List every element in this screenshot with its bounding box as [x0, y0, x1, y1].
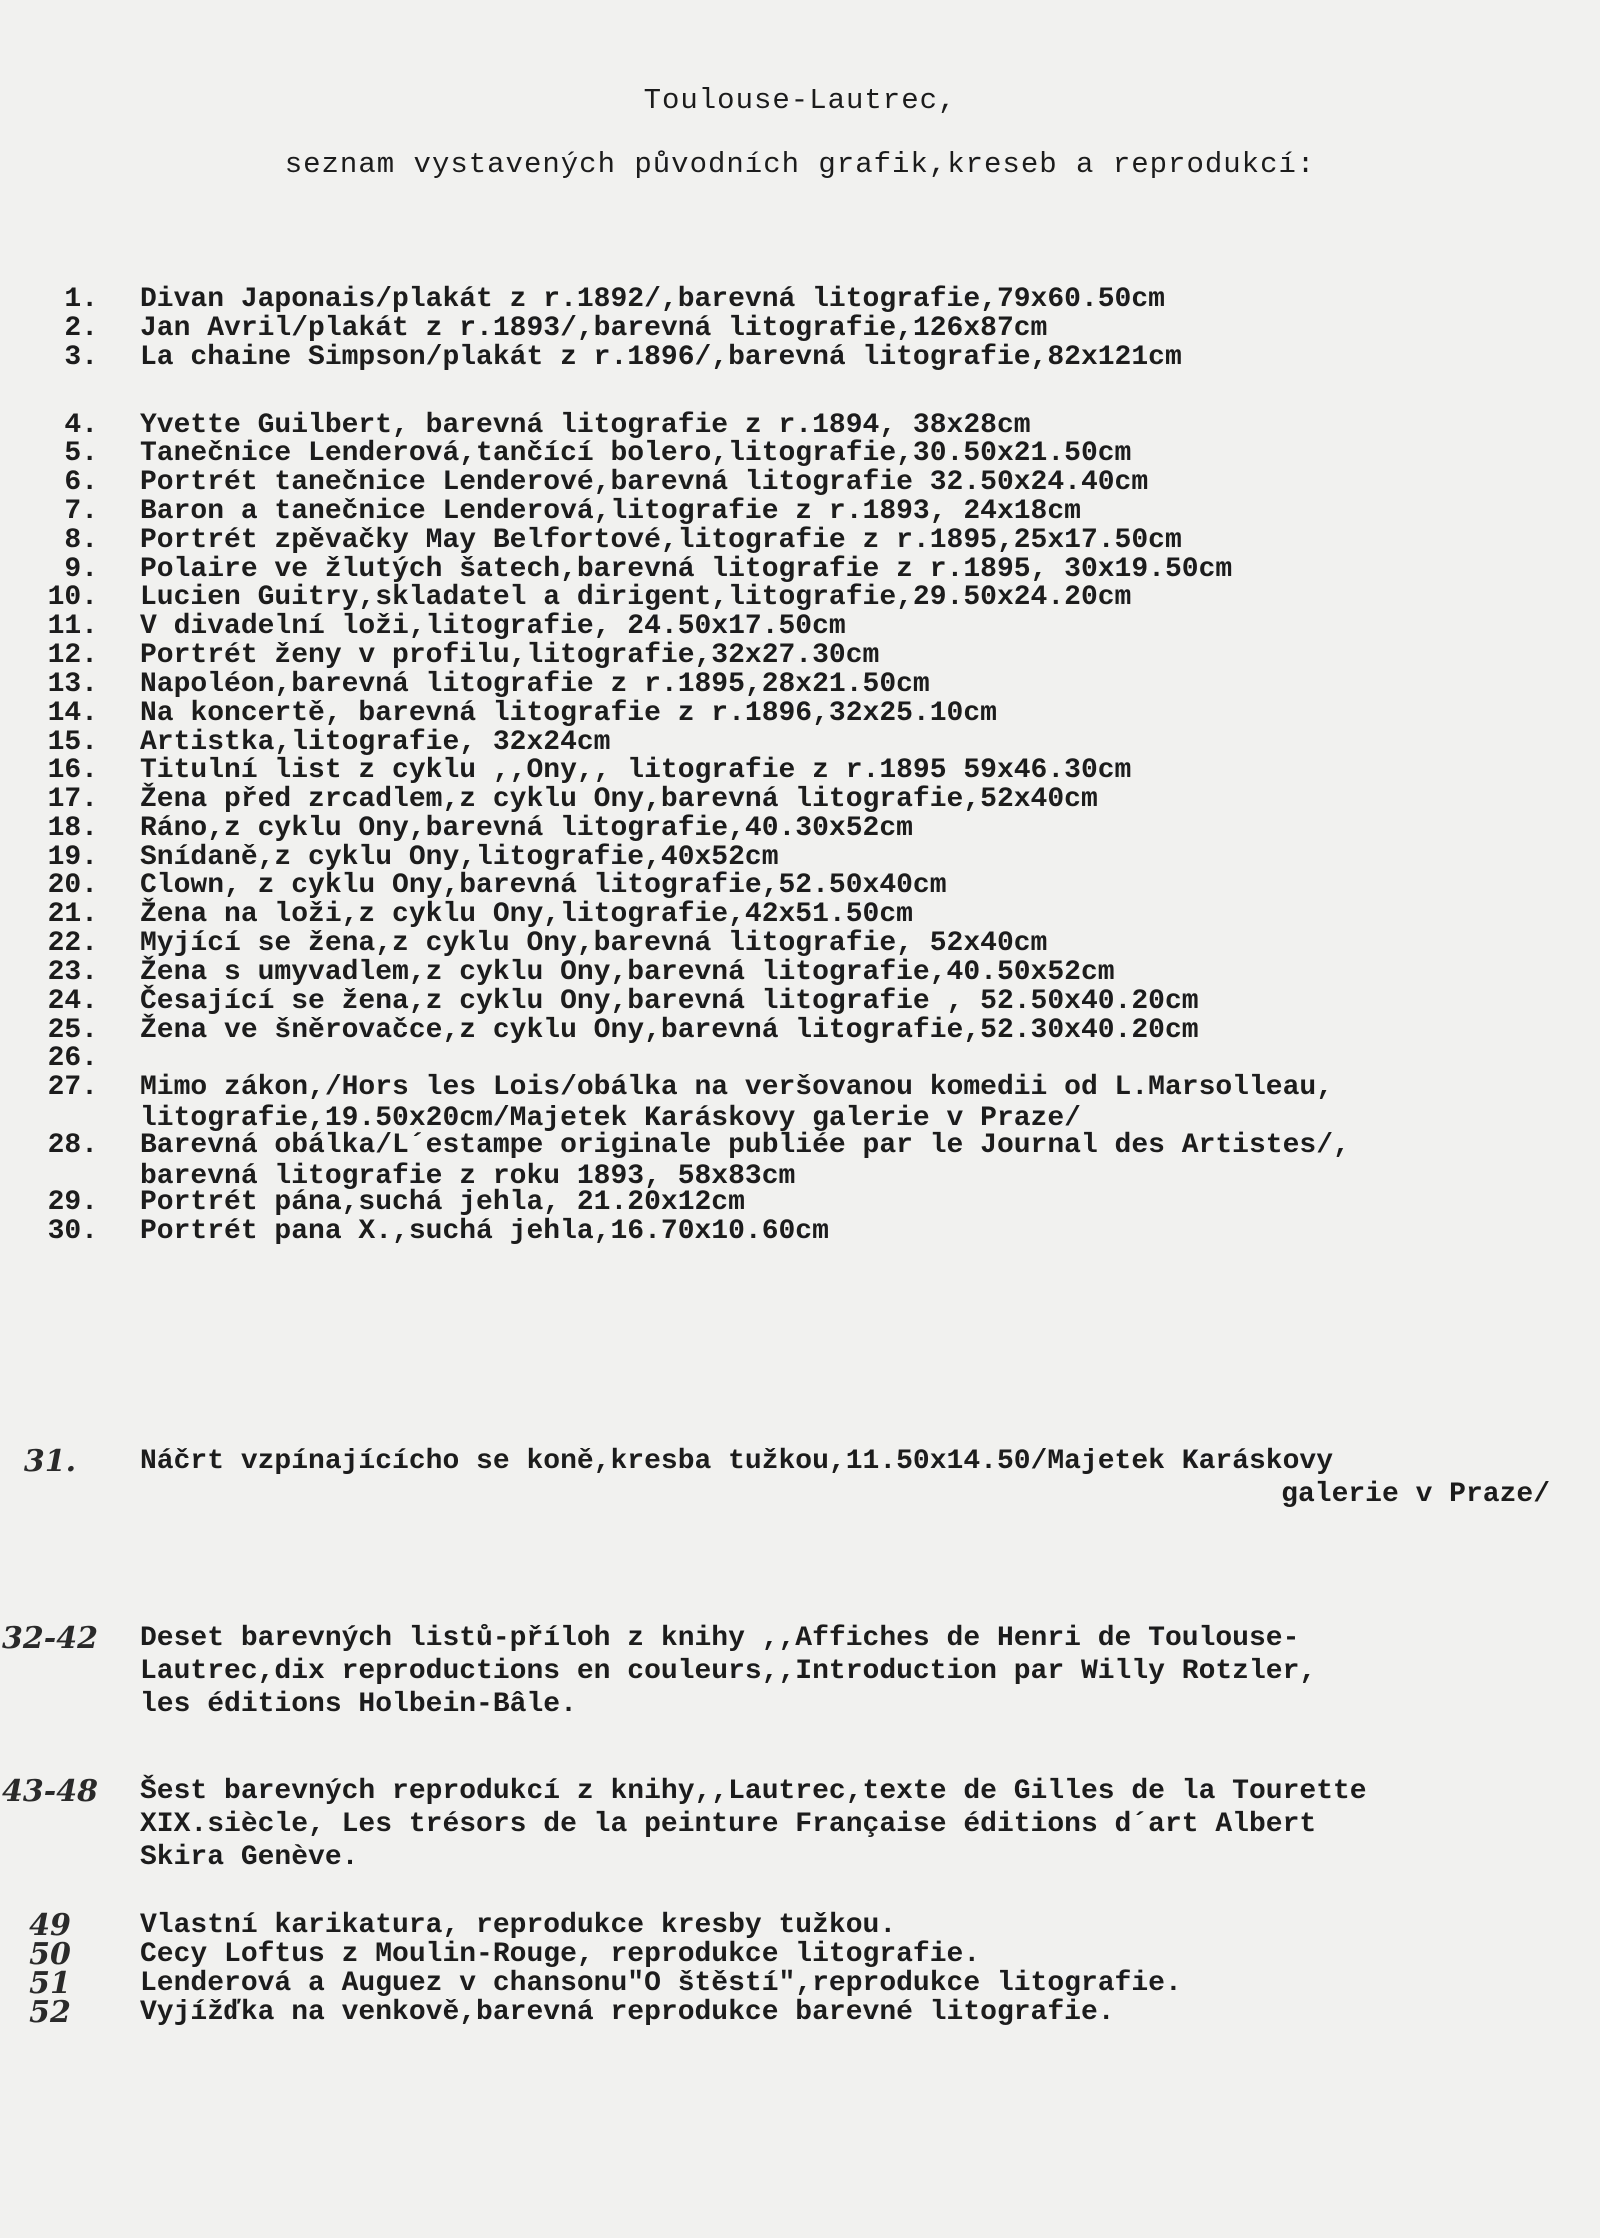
item-text	[140, 342, 1182, 373]
item-text	[140, 1072, 1333, 1134]
item-number: 24.	[47, 986, 98, 1017]
item-text	[140, 1187, 745, 1218]
item-number: 30.	[47, 1216, 98, 1247]
item-text-line: Ráno,z cyklu Ony,barevná litografie,40.30x52cm	[140, 813, 913, 844]
item-text	[140, 1015, 1199, 1046]
item-text	[140, 611, 846, 642]
item-text	[140, 928, 1047, 959]
item-number: 15.	[47, 727, 98, 758]
item-text	[140, 496, 1081, 527]
item-number: 7.	[64, 496, 98, 527]
item-number: 12.	[47, 640, 98, 671]
item-text	[140, 1910, 896, 1941]
item-text	[140, 410, 1031, 441]
item-text	[140, 784, 1098, 815]
item-number: 32-42	[2, 1621, 98, 1656]
item-text	[140, 1622, 1316, 1721]
item-text	[140, 870, 947, 901]
item-number: 13.	[47, 669, 98, 700]
item-text-line: galerie v Praze/	[1281, 1479, 1550, 1510]
item-text-line: Žena na loži,z cyklu Ony,litografie,42x51.50cm	[140, 899, 913, 930]
item-text-line: Portrét tanečnice Lenderové,barevná litografie 32.50x24.40cm	[140, 467, 1149, 498]
item-number: 9.	[64, 554, 98, 585]
item-text	[140, 813, 913, 844]
item-text-line: La chaine Simpson/plakát z r.1896/,barevná litografie,82x121cm	[140, 342, 1182, 373]
item-text	[140, 313, 1047, 344]
item-number: 25.	[47, 1015, 98, 1046]
item-text	[140, 669, 930, 700]
item-text	[140, 1968, 1182, 1999]
item-number: 21.	[47, 899, 98, 930]
item-number: 31.	[23, 1444, 77, 1479]
item-text-line: Cecy Loftus z Moulin-Rouge, reprodukce litografie.	[140, 1939, 981, 1970]
item-number: 52	[29, 1995, 71, 2030]
item-text-line: barevná litografie z roku 1893, 58x83cm	[140, 1161, 796, 1192]
item-number: 18.	[47, 813, 98, 844]
item-text-line: Česající se žena,z cyklu Ony,barevná litografie , 52.50x40.20cm	[140, 986, 1199, 1017]
item-text	[140, 727, 610, 758]
item-number: 1.	[64, 284, 98, 315]
item-text	[140, 554, 1232, 585]
item-text	[140, 755, 1131, 786]
item-text-line: Šest barevných reprodukcí z knihy,,Lautrec,texte de Gilles de la Tourette	[140, 1776, 1367, 1807]
item-number: 19.	[47, 842, 98, 873]
item-text-line: Portrét pána,suchá jehla, 21.20x12cm	[140, 1187, 745, 1218]
item-text-line: Portrét ženy v profilu,litografie,32x27.30cm	[140, 640, 880, 671]
item-text-line: V divadelní loži,litografie, 24.50x17.50cm	[140, 611, 846, 642]
item-text	[140, 1997, 1115, 2028]
item-text	[140, 467, 1148, 498]
document-subtitle: seznam vystavených původních grafik,kreseb a reprodukcí:	[284, 148, 1316, 181]
item-text-line: les éditions Holbein-Bâle.	[140, 1689, 577, 1720]
item-text-line: Jan Avril/plakát z r.1893/,barevná litografie,126x87cm	[140, 313, 1048, 344]
item-number: 5.	[64, 438, 98, 469]
item-number: 50	[29, 1937, 71, 1972]
item-text-line: Na koncertě, barevná litografie z r.1896,32x25.10cm	[140, 698, 997, 729]
item-text	[140, 640, 879, 671]
item-number: 26.	[47, 1043, 98, 1074]
item-number: 17.	[47, 784, 98, 815]
item-text-line: Portrét zpěvačky May Belfortové,litografie z r.1895,25x17.50cm	[140, 525, 1182, 556]
item-text-line: Yvette Guilbert, barevná litografie z r.1894, 38x28cm	[140, 410, 1031, 441]
item-text-line: Lautrec,dix reproductions en couleurs,,Introduction par Willy Rotzler,	[140, 1656, 1317, 1687]
item-number: 8.	[64, 525, 98, 556]
item-text	[140, 582, 1131, 613]
item-text-line: Napoléon,barevná litografie z r.1895,28x21.50cm	[140, 669, 930, 700]
item-text-line: Baron a tanečnice Lenderová,litografie z r.1893, 24x18cm	[140, 496, 1081, 527]
item-text	[140, 525, 1182, 556]
item-number: 10.	[47, 582, 98, 613]
item-text-line: Tanečnice Lenderová,tančící bolero,litografie,30.50x21.50cm	[140, 438, 1132, 469]
item-text	[140, 1775, 1367, 1874]
item-number: 3.	[64, 342, 98, 373]
item-number: 14.	[47, 698, 98, 729]
item-text-line: Barevná obálka/L´estampe originale publiée par le Journal des Artistes/,	[140, 1130, 1350, 1161]
item-text	[140, 1445, 1550, 1511]
item-number: 28.	[47, 1130, 98, 1161]
item-text	[140, 698, 997, 729]
item-text	[140, 1939, 980, 1970]
item-number: 22.	[47, 928, 98, 959]
item-text-line: Žena s umyvadlem,z cyklu Ony,barevná litografie,40.50x52cm	[140, 957, 1115, 988]
item-text-line: Myjící se žena,z cyklu Ony,barevná litografie, 52x40cm	[140, 928, 1048, 959]
item-number: 43-48	[2, 1774, 98, 1809]
item-text	[140, 1130, 1350, 1192]
document-title: Toulouse-Lautrec,	[643, 84, 957, 117]
item-number: 16.	[47, 755, 98, 786]
item-text-line: Skira Genève.	[140, 1842, 359, 1873]
item-text-line: XIX.siècle, Les trésors de la peinture Française éditions d´art Albert	[140, 1809, 1317, 1840]
item-text	[140, 1216, 829, 1247]
item-text-line: Lenderová a Auguez v chansonu"O štěstí",reprodukce litografie.	[140, 1968, 1182, 1999]
item-text-line: Polaire ve žlutých šatech,barevná litografie z r.1895, 30x19.50cm	[140, 554, 1233, 585]
item-text	[140, 899, 913, 930]
item-text-line: Clown, z cyklu Ony,barevná litografie,52.50x40cm	[140, 870, 947, 901]
item-text-line: Lucien Guitry,skladatel a dirigent,litografie,29.50x24.20cm	[140, 582, 1132, 613]
item-text	[140, 284, 1165, 315]
item-number: 2.	[64, 313, 98, 344]
item-text-line: Mimo zákon,/Hors les Lois/obálka na veršovanou komedii od L.Marsolleau,	[140, 1072, 1333, 1103]
item-text	[140, 438, 1131, 469]
item-text-line: Portrét pana X.,suchá jehla,16.70x10.60cm	[140, 1216, 829, 1247]
item-number: 27.	[47, 1072, 98, 1103]
item-number: 51	[29, 1966, 71, 2001]
item-text-line: litografie,19.50x20cm/Majetek Karáskovy galerie v Praze/	[140, 1103, 1081, 1134]
item-text	[140, 986, 1199, 1017]
item-number: 49	[29, 1908, 71, 1943]
item-text-line: Vyjížďka na venkově,barevná reprodukce barevné litografie.	[140, 1997, 1115, 2028]
item-text-line: Žena ve šněrovačce,z cyklu Ony,barevná litografie,52.30x40.20cm	[140, 1015, 1199, 1046]
item-text-line: Náčrt vzpínajícícho se koně,kresba tužkou,11.50x14.50/Majetek Karáskovy	[140, 1446, 1333, 1477]
item-text-line: Snídaně,z cyklu Ony,litografie,40x52cm	[140, 842, 779, 873]
item-number: 23.	[47, 957, 98, 988]
item-number: 4.	[64, 410, 98, 441]
item-number: 11.	[47, 611, 98, 642]
item-text-line: Titulní list z cyklu ,,Ony,, litografie z r.1895 59x46.30cm	[140, 755, 1132, 786]
item-number: 6.	[64, 467, 98, 498]
item-text-line: Žena před zrcadlem,z cyklu Ony,barevná litografie,52x40cm	[140, 784, 1098, 815]
item-text-line: Artistka,litografie, 32x24cm	[140, 727, 611, 758]
item-text-line: Deset barevných listů-příloh z knihy ,,Affiches de Henri de Toulouse-	[140, 1623, 1300, 1654]
item-text-line: Divan Japonais/plakát z r.1892/,barevná litografie,79x60.50cm	[140, 284, 1165, 315]
item-text	[140, 957, 1115, 988]
item-text	[140, 842, 779, 873]
item-number: 29.	[47, 1187, 98, 1218]
item-text-line: Vlastní karikatura, reprodukce kresby tužkou.	[140, 1910, 897, 1941]
item-number: 20.	[47, 870, 98, 901]
